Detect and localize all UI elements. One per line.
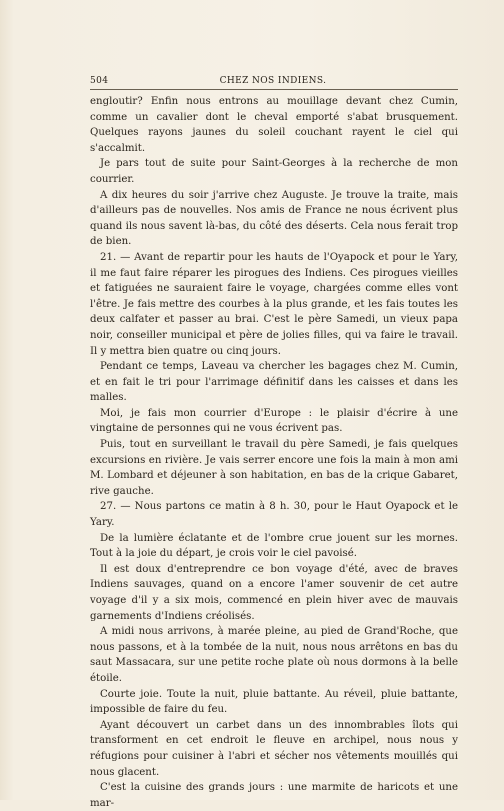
paragraph: engloutir? Enfin nous entrons au mouillage devant chez Cumin, comme un cavalier dont le cheval emporté s'abat brusquement. Quelques rayons jaunes du soleil couchant rayent le ciel qui s'accalmit. <box>90 96 458 154</box>
paragraph: A midi nous arrivons, à marée pleine, au pied de Grand'Roche, que nous passons, et à la tombée de la nuit, nous nous arrêtons en bas du saut Massacara, sur une petite roche plate où nous dormons à la belle étoile. <box>90 626 458 684</box>
paragraph: 21. — Avant de repartir pour les hauts de l'Oyapock et pour le Yary, il me faut faire réparer les pirogues des Indiens. Ces pirogues vieilles et fatiguées ne sauraient faire le voyage, chargées comme elles vont l'être. Je fais mettre des courbes à la plus grande, et les fais toutes les deux calfater et passer au brai. C'est le père Samedi, un vieux papa noir, conseiller municipal et père de jolies filles, qui va faire le travail. Il y mettra bien quatre ou cinq jours. <box>90 251 458 357</box>
paragraph: A dix heures du soir j'arrive chez Auguste. Je trouve la traite, mais d'ailleurs pas de nouvelles. Nos amis de France ne nous écrivent plus quand ils nous savent là-bas, du côté des déserts. Cela nous ferait trop de bien. <box>90 189 458 248</box>
paragraph: Moi, je fais mon courrier d'Europe : le plaisir d'écrire à une vingtaine de personnes qui ne vous écrivent pas. <box>90 407 458 435</box>
paragraph: Puis, tout en surveillant le travail du père Samedi, je fais quelques excursions en rivière. Je vais serrer encore une fois la main à mon ami M. Lombard et déjeuner à son habitation, en bas de la crique Gabaret, rive gauche. <box>90 439 458 497</box>
paragraph: De la lumière éclatante et de l'ombre crue jouent sur les mornes. Tout à la joie du départ, je crois voir le ciel pavoisé. <box>90 532 458 560</box>
page-number: 504 <box>90 76 109 86</box>
running-header <box>90 76 456 90</box>
body-text <box>90 94 458 811</box>
header-rule <box>90 89 458 90</box>
paragraph: Ayant découvert un carbet dans un des innombrables îlots qui transforment en cet endroit le fleuve en archipel, nous nous y réfugions pour cuisiner à l'abri et sécher nos vêtements mouillés qui nous glacent. <box>90 719 458 778</box>
paragraph: 27. — Nous partons ce matin à 8 h. 30, pour le Haut Oyapock et le Yary. <box>90 501 458 529</box>
running-title: CHEZ NOS INDIENS. <box>219 76 327 86</box>
paragraph: Je pars tout de suite pour Saint-Georges à la recherche de mon courrier. <box>90 158 458 185</box>
paragraph: Courte joie. Toute la nuit, pluie battante. Au réveil, pluie battante, impossible de faire du feu. <box>90 688 458 716</box>
paragraph: Pendant ce temps, Laveau va chercher les bagages chez M. Cumin, et en fait le tri pour l'arrimage définitif dans les caisses et dans les malles. <box>90 361 458 404</box>
paragraph: C'est la cuisine des grands jours : une marmite de haricots et une mar- <box>90 782 458 809</box>
paragraph: Il est doux d'entreprendre ce bon voyage d'été, avec de braves Indiens sauvages, quand on a encore l'amer souvenir de cet autre voyage d'il y a six mois, commencé en plein hiver avec de mauvais garnements d'Indiens créolisés. <box>90 563 458 622</box>
